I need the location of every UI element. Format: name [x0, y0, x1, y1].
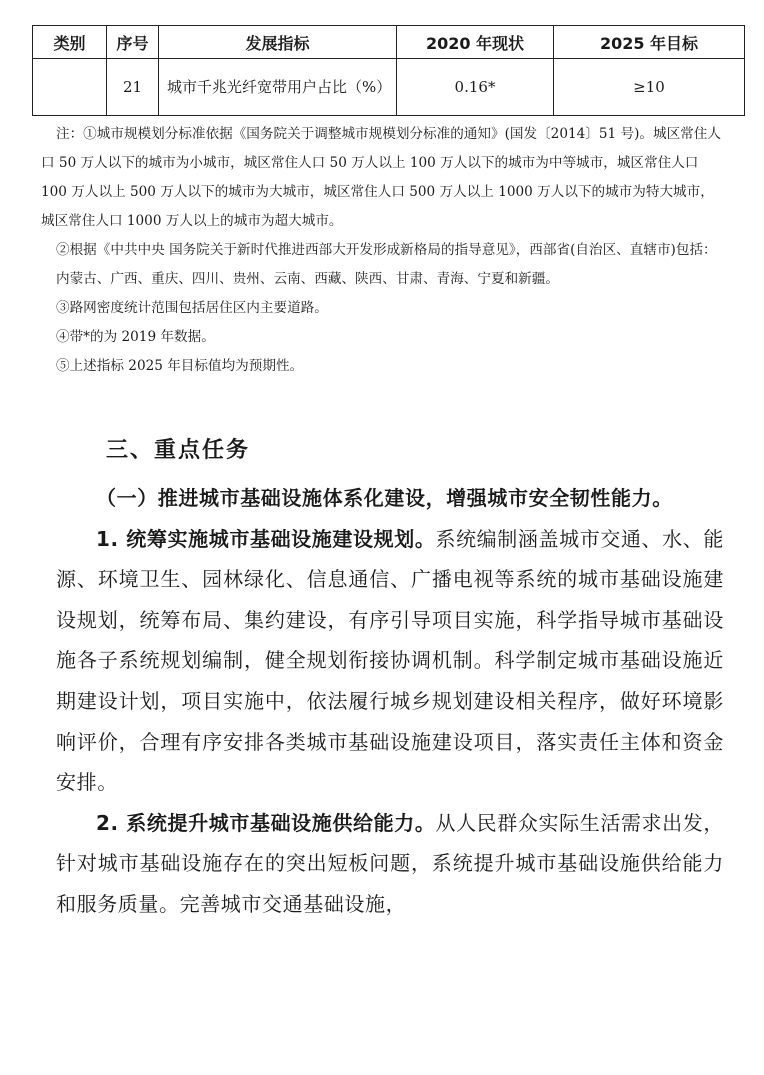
- header-indicator: 发展指标: [159, 26, 397, 59]
- cell-2025-target: ≥10: [554, 59, 745, 116]
- cell-number: 21: [107, 59, 159, 116]
- header-2020-status: 2020 年现状: [397, 26, 554, 59]
- paragraph-1-lead: 1. 统筹实施城市基础设施建设规划。: [96, 526, 436, 551]
- indicator-table: [32, 25, 745, 116]
- cell-2020-status: 0.16*: [397, 59, 554, 116]
- subsection-title: （一）推进城市基础设施体系化建设，增强城市安全韧性能力。: [96, 486, 673, 510]
- table-header-row: [33, 26, 745, 59]
- header-category: 类别: [33, 26, 107, 59]
- paragraph-2-text: 从人民群众实际生活需求出发，针对城市基础设施存在的突出短板问题，系统提升城市基础设施供给能力和服务质量。完善城市交通基础设施，: [56, 810, 724, 916]
- table-row: [33, 59, 745, 116]
- paragraph-1: [56, 519, 724, 803]
- note-4: ④带*的为 2019 年数据。: [56, 329, 215, 345]
- section-title: 三、重点任务: [106, 438, 251, 463]
- table-notes: [41, 120, 724, 381]
- header-number: 序号: [107, 26, 159, 59]
- note-5: ⑤上述指标 2025 年目标值均为预期性。: [56, 358, 304, 374]
- header-2025-target: 2025 年目标: [554, 26, 745, 59]
- paragraph-2: [56, 803, 724, 925]
- note-3: ③路网密度统计范围包括居住区内主要道路。: [56, 300, 328, 316]
- note-2: ②根据《中共中央 国务院关于新时代推进西部大开发形成新格局的指导意见》，西部省(自治区、直辖市)包括：内蒙古、广西、重庆、四川、贵州、云南、西藏、陕西、甘肃、青海、宁夏和新疆。: [56, 242, 717, 287]
- body-text: [56, 478, 724, 925]
- cell-category: [33, 59, 107, 116]
- cell-indicator: 城市千兆光纤宽带用户占比（%）: [159, 59, 397, 116]
- paragraph-1-text: 系统编制涵盖城市交通、水、能源、环境卫生、园林绿化、信息通信、广播电视等系统的城市基础设施建设规划，统筹布局、集约建设，有序引导项目实施，科学指导城市基础设施各子系统规划编制，健全规划衔接协调机制。科学制定城市基础设施近期建设计划，项目实施中，依法履行城乡规划建设相关程序，做好环境影响评价，合理有序安排各类城市基础设施建设项目，落实责任主体和资金安排。: [56, 526, 724, 795]
- paragraph-2-lead: 2. 系统提升城市基础设施供给能力。: [96, 810, 436, 835]
- note-1: 注：①城市规模划分标准依据《国务院关于调整城市规模划分标准的通知》(国发〔2014〕51 号)。城区常住人口 50 万人以下的城市为小城市，城区常住人口 50 万人以上 100 万人以下的城市为中等城市，城区常住人口 100 万人以上 500 万人以下的城市为大城市，城区常住人口 500 万人以上 1000 万人以下的城市为特大城市，城区常住人口 1000 万人以上的城市为超大城市。: [41, 126, 721, 229]
